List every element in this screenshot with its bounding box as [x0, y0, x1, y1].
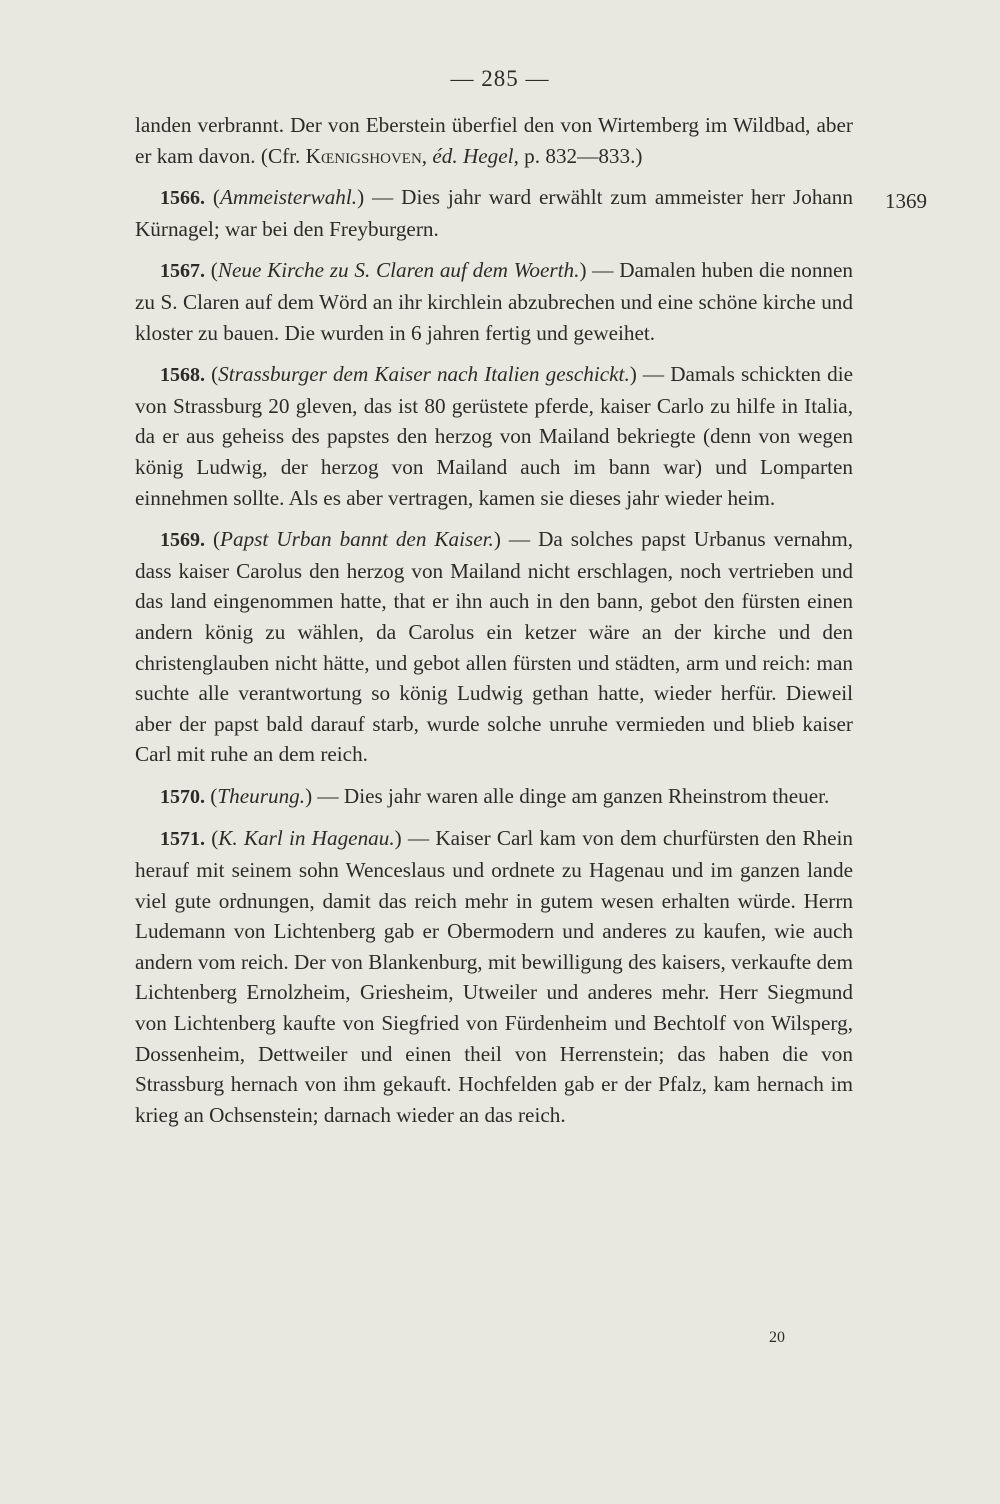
body-text: [135, 110, 853, 1130]
paren-close: ) —: [305, 783, 344, 808]
entry-body: Dies jahr ward erwählt zum ammeister herr Johann Kürnagel; war bei den Freyburgern.: [135, 185, 853, 241]
page-number: — 285 —: [450, 66, 550, 91]
entry-body: Damals schickten die von Strassburg 20 gleven, das ist 80 gerüstete pferde, kaiser Carlo zu hilfe in Italia, da er aus geheiss des papstes den herzog von Mailand bekriegte (denn von wegen könig Ludwig, der herzog von Mailand auch im bann war) und Lomparten einnehmen sollte. Als es aber vertragen, kamen sie dieses jahr wieder heim.: [135, 362, 853, 510]
opening-separator: ,: [421, 143, 433, 168]
entry-year: 1571.: [160, 828, 205, 851]
entry-title: Ammeisterwahl.: [219, 185, 358, 210]
entry-title: K. Karl in Hagenau.: [218, 826, 395, 851]
paren-close: ) —: [579, 258, 620, 283]
entry-title: Papst Urban bannt den Kaiser.: [220, 527, 494, 552]
paren-close: ) —: [394, 826, 436, 851]
entry-body: Damalen huben die nonnen zu S. Claren auf dem Wörd an ihr kirchlein abzubrechen und eine schöne kirche und kloster zu bauen. Die wurden in 6 jahren fertig und geweihet.: [135, 258, 854, 345]
margin-year-note: 1369: [885, 189, 927, 213]
paren-open: (: [205, 826, 219, 851]
entry-1567: [135, 255, 853, 348]
entry-title: Theurung.: [217, 783, 306, 808]
entry-1569: [135, 524, 853, 770]
author-name: Kœnigshoven: [305, 143, 422, 168]
entry-title: Strassburger dem Kaiser nach Italien geschickt.: [218, 362, 630, 387]
entry-year: 1568.: [160, 364, 205, 387]
paren-open: (: [205, 362, 219, 387]
entry-1566: [135, 182, 853, 244]
entry-year: 1570.: [160, 785, 205, 808]
signature-mark: 20: [769, 1329, 785, 1346]
entry-body: Dies jahr waren alle dinge am ganzen Rheinstrom theuer.: [343, 783, 830, 808]
entry-year: 1569.: [160, 529, 205, 552]
paren-open: (: [205, 527, 221, 552]
paren-close: ) —: [357, 185, 402, 210]
opening-paragraph: [135, 110, 853, 171]
entry-title: Neue Kirche zu S. Claren auf dem Woerth.: [217, 258, 580, 283]
paren-close: ) —: [629, 362, 671, 387]
opening-text: landen verbrannt. Der von Eberstein überfiel den von Wirtemberg im Wildbad, aber er kam davon. (Cfr.: [135, 113, 853, 168]
entry-year: 1566.: [160, 187, 205, 210]
paren-open: (: [205, 258, 218, 283]
entry-body: Da solches papst Urbanus vernahm, dass kaiser Carolus den herzog von Mailand nicht erschlagen, noch vertrieben und das land eingenommen hatte, that er ihn auch in den bann, gebot den fürsten einen andern könig zu wählen, da Carolus ein ketzer wäre an der kirche und den christenglauben nicht hätte, und gebot allen fürsten und städten, arm und reich: man suchte alle verantwortung so könig Ludwig gethan hatte, wieder herfür. Dieweil aber der papst bald darauf starb, wurde solche unruhe vermieden und blieb kaiser Carl mit ruhe an dem reich.: [135, 527, 853, 767]
entry-1570: [135, 781, 853, 813]
entry-year: 1567.: [160, 260, 205, 283]
paren-open: (: [205, 783, 218, 808]
paren-open: (: [205, 185, 220, 210]
entry-1568: [135, 359, 853, 513]
edition-ref: éd. Hegel: [432, 143, 514, 168]
page-ref: , p. 832—833.): [513, 143, 643, 168]
paren-close: ) —: [493, 527, 539, 552]
entry-1571: [135, 823, 853, 1130]
entry-body: Kaiser Carl kam von dem churfürsten den Rhein herauf mit seinem sohn Wenceslaus und ordnete zu Hagenau und im ganzen lande viel gute ordnungen, damit das reich mehr in gutem wesen erhalten würde. Herrn Ludemann von Lichtenberg gab er Obermodern und anderes zu kaufen, wie auch andern vom reich. Der von Blankenburg, mit bewilligung des kaisers, verkaufte dem Lichtenberg Ernolzheim, Griesheim, Utweiler und anderes mehr. Herr Siegmund von Lichtenberg kaufte von Siegfried von Fürdenheim und Bechtolf von Wilsperg, Dossenheim, Dettweiler und einen theil von Herrenstein; das haben die von Strassburg hernach von ihm gekauft. Hochfelden gab er der Pfalz, kam hernach im krieg an Ochsenstein; darnach wieder an das reich.: [135, 826, 853, 1127]
